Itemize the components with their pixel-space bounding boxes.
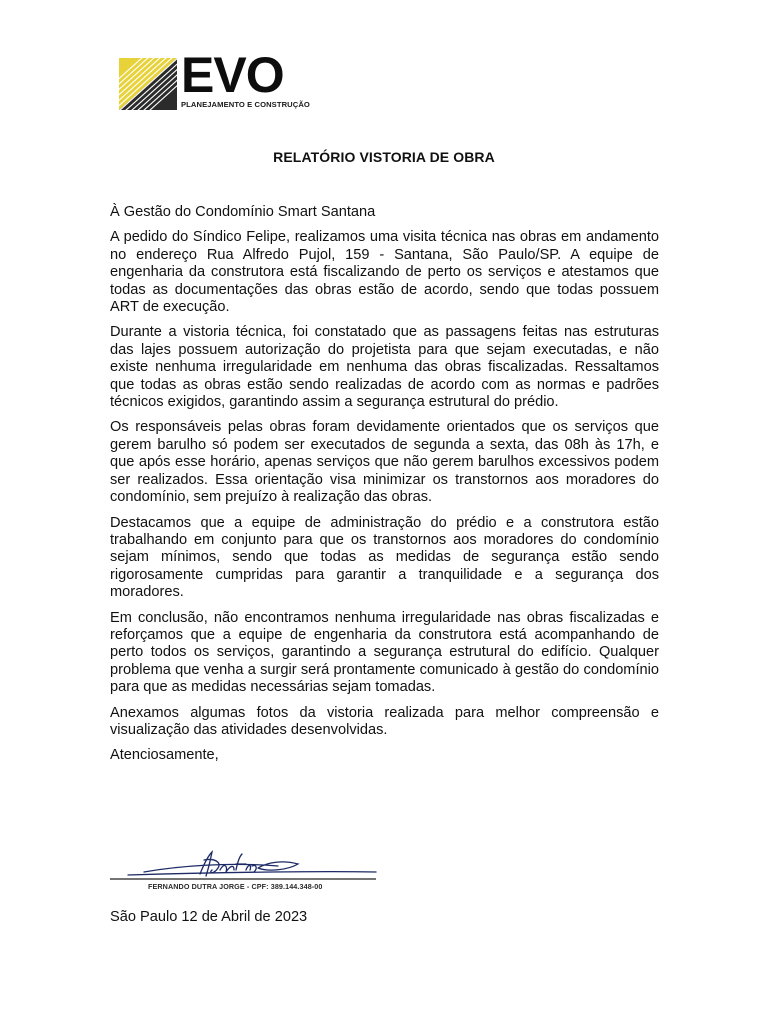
salutation: À Gestão do Condomínio Smart Santana: [110, 204, 376, 220]
logo-wordmark: EVO: [181, 47, 284, 103]
paragraph-cooperation: Destacamos que a equipe de administração do prédio e a construtora estão trabalhando em conjunto para que os transtornos aos moradores do condomínio sejam mínimos, sendo que todas as medidas de segurança estão sendo rigorosamente cumpridas para garantir a tranquilidade e a segurança dos moradores.: [110, 514, 659, 601]
paragraph-noise-rules: Os responsáveis pelas obras foram devidamente orientados que os serviços que gerem barulho só podem ser executados de segunda a sexta, das 08h às 17h, e que após esse horário, apenas serviços que não gerem barulhos excessivos podem ser realizados. Essa orientação visa minimizar os transtornos aos moradores do condomínio, sem prejuízo à realização das obras.: [110, 419, 659, 506]
document-title: RELATÓRIO VISTORIA DE OBRA: [273, 149, 495, 165]
signature-printed-name: FERNANDO DUTRA JORGE - CPF: 389.144.348-00: [148, 882, 323, 891]
handwritten-signature: [108, 848, 383, 884]
closing: Atenciosamente,: [110, 747, 219, 764]
logo-stripes-icon: [119, 56, 179, 112]
signature-block: [108, 848, 383, 898]
paragraph-attachments: Anexamos algumas fotos da vistoria realizada para melhor compreensão e visualização das atividades desenvolvidas.: [110, 704, 659, 738]
company-logo: [119, 47, 329, 112]
logo-tagline: PLANEJAMENTO E CONSTRUÇÃO: [181, 100, 310, 109]
document-body: [110, 204, 659, 773]
paragraph-conclusion: Em conclusão, não encontramos nenhuma irregularidade nas obras fiscalizadas e reforçamos que a equipe de engenharia da construtora está acompanhando de perto todos os serviços, garantindo a segurança estrutural do edifício. Qualquer problema que venha a surgir será prontamente comunicado à gestão do condomínio para que as medidas necessárias sejam tomadas.: [110, 609, 659, 696]
paragraph-inspection: Durante a vistoria técnica, foi constatado que as passagens feitas nas estruturas das lajes possuem autorização do projetista para que sejam executadas, e não existe nenhuma irregularidade em nenhuma das obras fiscalizadas. Ressaltamos que todas as obras estão sendo realizadas de acordo com as normas e padrões técnicos exigidos, garantindo assim a segurança estrutural do prédio.: [110, 324, 659, 411]
date-line: São Paulo 12 de Abril de 2023: [110, 909, 308, 925]
paragraph-request: A pedido do Síndico Felipe, realizamos uma visita técnica nas obras em andamento no endereço Rua Alfredo Pujol, 159 - Santana, São Paulo/SP. A equipe de engenharia da construtora está fiscalizando de perto os serviços e atestamos que todas as documentações das obras estão de acordo, sendo que todas possuem ART de execução.: [110, 229, 659, 316]
